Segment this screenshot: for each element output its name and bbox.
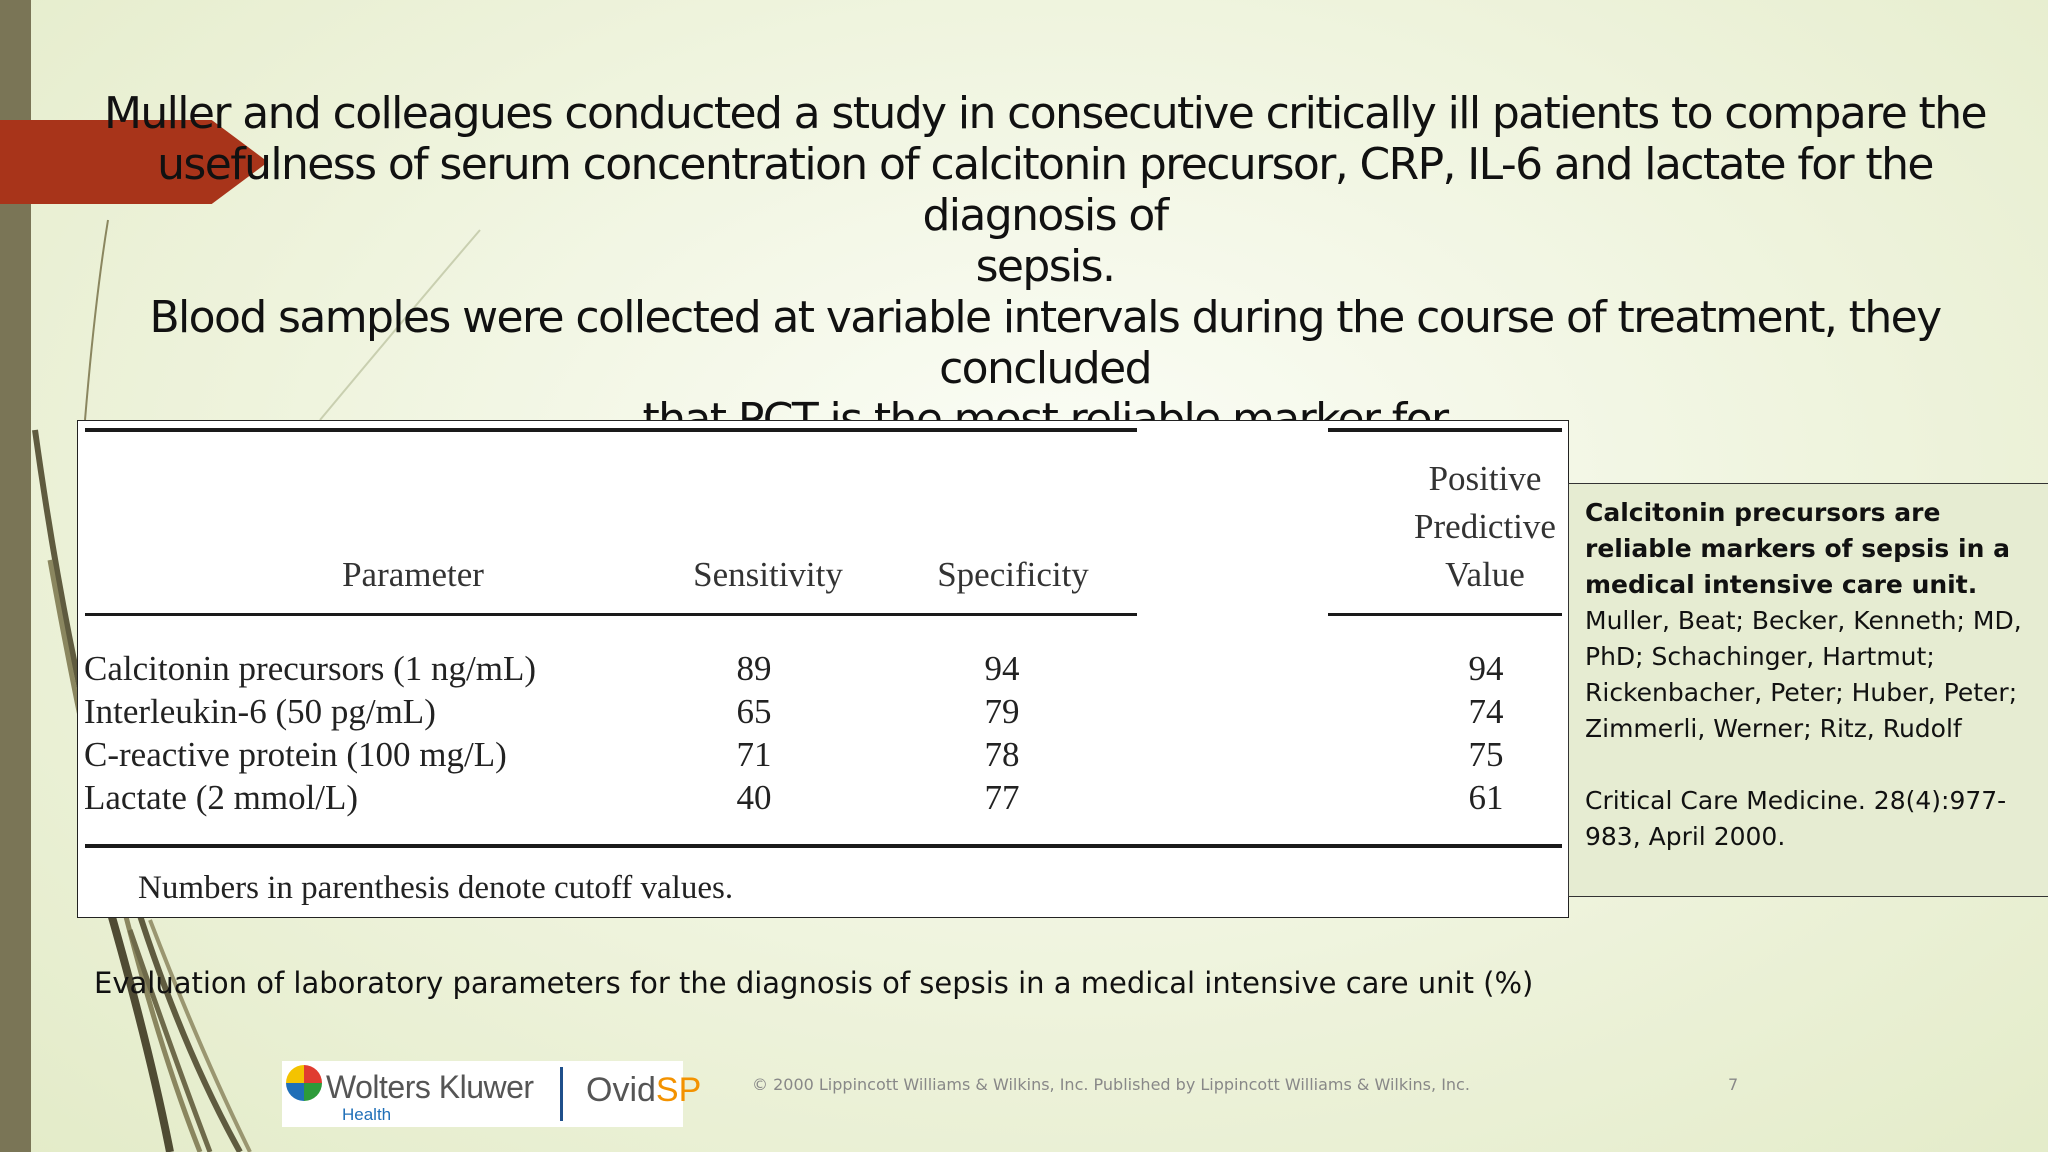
results-table <box>77 420 1569 918</box>
table-footnote: Numbers in parenthesis denote cutoff values. <box>138 870 734 906</box>
cell-ppv: 94 <box>1468 649 1504 688</box>
copyright-text: © 2000 Lippincott Williams & Wilkins, Inc. Published by Lippincott Williams & Wilkins, Inc. <box>752 1075 1470 1094</box>
table-bottom-rule <box>85 844 1562 848</box>
logo-divider <box>560 1067 563 1121</box>
logo-brand: Wolters Kluwer <box>326 1069 534 1105</box>
logo-sub: Health <box>342 1105 392 1124</box>
title-line: usefulness of serum concentration of calcitonin precursor, CRP, IL-6 and lactate for the diagnosis of <box>157 139 1933 241</box>
logo-ovid <box>586 1071 701 1110</box>
title-line: sepsis. <box>975 241 1115 292</box>
cell-parameter: Calcitonin precursors (1 ng/mL) <box>84 649 536 688</box>
citation-authors: Muller, Beat; Becker, Kenneth; MD, PhD; Schachinger, Hartmut; Rickenbacher, Peter; Huber, Peter; Zimmerli, Werner; Ritz, Rudolf <box>1585 606 2022 743</box>
header-ppv-line: Positive <box>1428 459 1542 498</box>
header-specificity: Specificity <box>937 555 1089 594</box>
cell-specificity: 78 <box>984 735 1020 774</box>
globe-icon <box>286 1065 322 1101</box>
table-header-rule-right <box>1328 613 1562 616</box>
header-parameter: Parameter <box>342 555 484 594</box>
cell-sensitivity: 71 <box>736 735 772 774</box>
page-number: 7 <box>1728 1075 1739 1094</box>
table-header-rule-left <box>85 613 1137 616</box>
cell-ppv: 61 <box>1468 778 1504 817</box>
citation-box <box>1568 483 2048 897</box>
publisher-logo <box>282 1061 702 1127</box>
cell-parameter: C-reactive protein (100 mg/L) <box>84 735 507 774</box>
header-sensitivity: Sensitivity <box>693 555 843 594</box>
table-top-rule-left <box>85 428 1137 432</box>
citation-journal: Critical Care Medicine. 28(4):977-983, April 2000. <box>1585 786 2007 851</box>
logo-ovid-main: Ovid <box>586 1071 656 1109</box>
cell-parameter: Lactate (2 mmol/L) <box>84 778 359 817</box>
cell-specificity: 94 <box>984 649 1020 688</box>
cell-ppv: 74 <box>1468 692 1504 731</box>
citation-title: Calcitonin precursors are reliable markers of sepsis in a medical intensive care unit. <box>1585 498 2010 599</box>
citation-spacer <box>1585 747 2032 783</box>
cell-parameter: Interleukin-6 (50 pg/mL) <box>84 692 436 731</box>
cell-sensitivity: 65 <box>736 692 772 731</box>
cell-ppv: 75 <box>1468 735 1504 774</box>
table-caption: Evaluation of laboratory parameters for the diagnosis of sepsis in a medical intensive care unit (%) <box>94 966 1534 1000</box>
title-line: Muller and colleagues conducted a study in consecutive critically ill patients to compare the <box>104 88 1986 139</box>
title-line: Blood samples were collected at variable intervals during the course of treatment, they concluded <box>149 292 1941 394</box>
cell-sensitivity: 89 <box>736 649 772 688</box>
cell-specificity: 79 <box>984 692 1020 731</box>
header-ppv <box>1400 455 1570 599</box>
table-top-rule-right <box>1328 428 1562 432</box>
cell-specificity: 77 <box>984 778 1020 817</box>
header-ppv-line: Predictive <box>1414 507 1556 546</box>
header-ppv-line: Value <box>1445 555 1525 594</box>
slide-title <box>90 88 2000 445</box>
cell-sensitivity: 40 <box>736 778 772 817</box>
logo-ovid-sp: SP <box>655 1071 702 1109</box>
